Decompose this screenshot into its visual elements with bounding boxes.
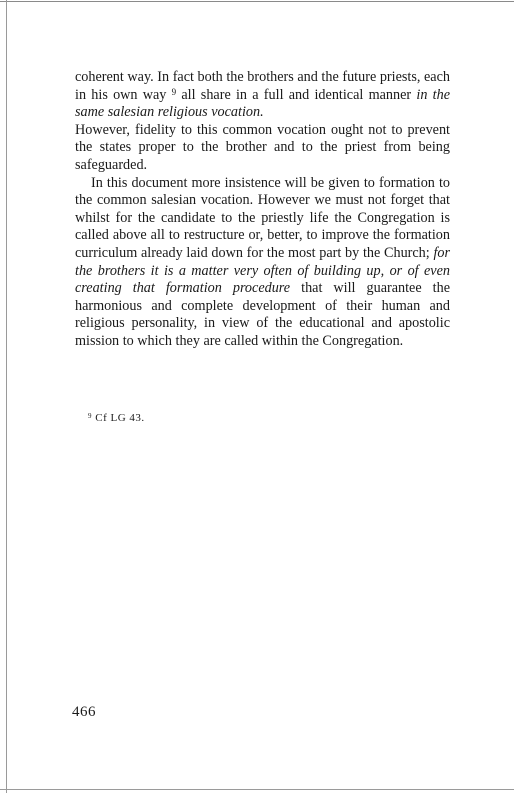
paragraph [75,69,450,122]
page-number: 466 [72,704,96,720]
page-edge-left [6,0,7,793]
footnote [88,411,145,425]
text-run: that will guarantee the harmonious and complete development of their human and religious personality, in view of the educational and apostolic mission to which they are called within the Congregation. [75,280,450,349]
text-run: In this document more insistence will be given to formation to the common salesian vocation. However we must not forget that whilst for the candidate to the priestly life the Congregation is called above all to restructure or, better, to improve the formation curriculum already laid down for the most part by the Church; [75,174,450,261]
emphasis-text: in the same salesian religious vocation. [75,86,450,121]
body-text [75,69,450,351]
text-run: all share in a full and identical manner [176,86,417,103]
paragraph [75,122,450,175]
paragraph [75,175,450,351]
emphasis-text: for the brothers it is a matter very often of building up, or of even creating that formation procedure [75,244,450,297]
footnote-text: Cf LG 43. [95,412,145,424]
footnote-marker: 9 [88,412,92,420]
text-run: However, fidelity to this common vocation ought not to prevent the states proper to the brother and to the priest from being safeguarded. [75,121,450,173]
page-edge-bottom [0,789,514,790]
footnote-reference: 9 [171,86,177,97]
text-run: coherent way. In fact both the brothers and the future priests, each in his own way [75,69,450,103]
page-edge-top [0,1,514,2]
